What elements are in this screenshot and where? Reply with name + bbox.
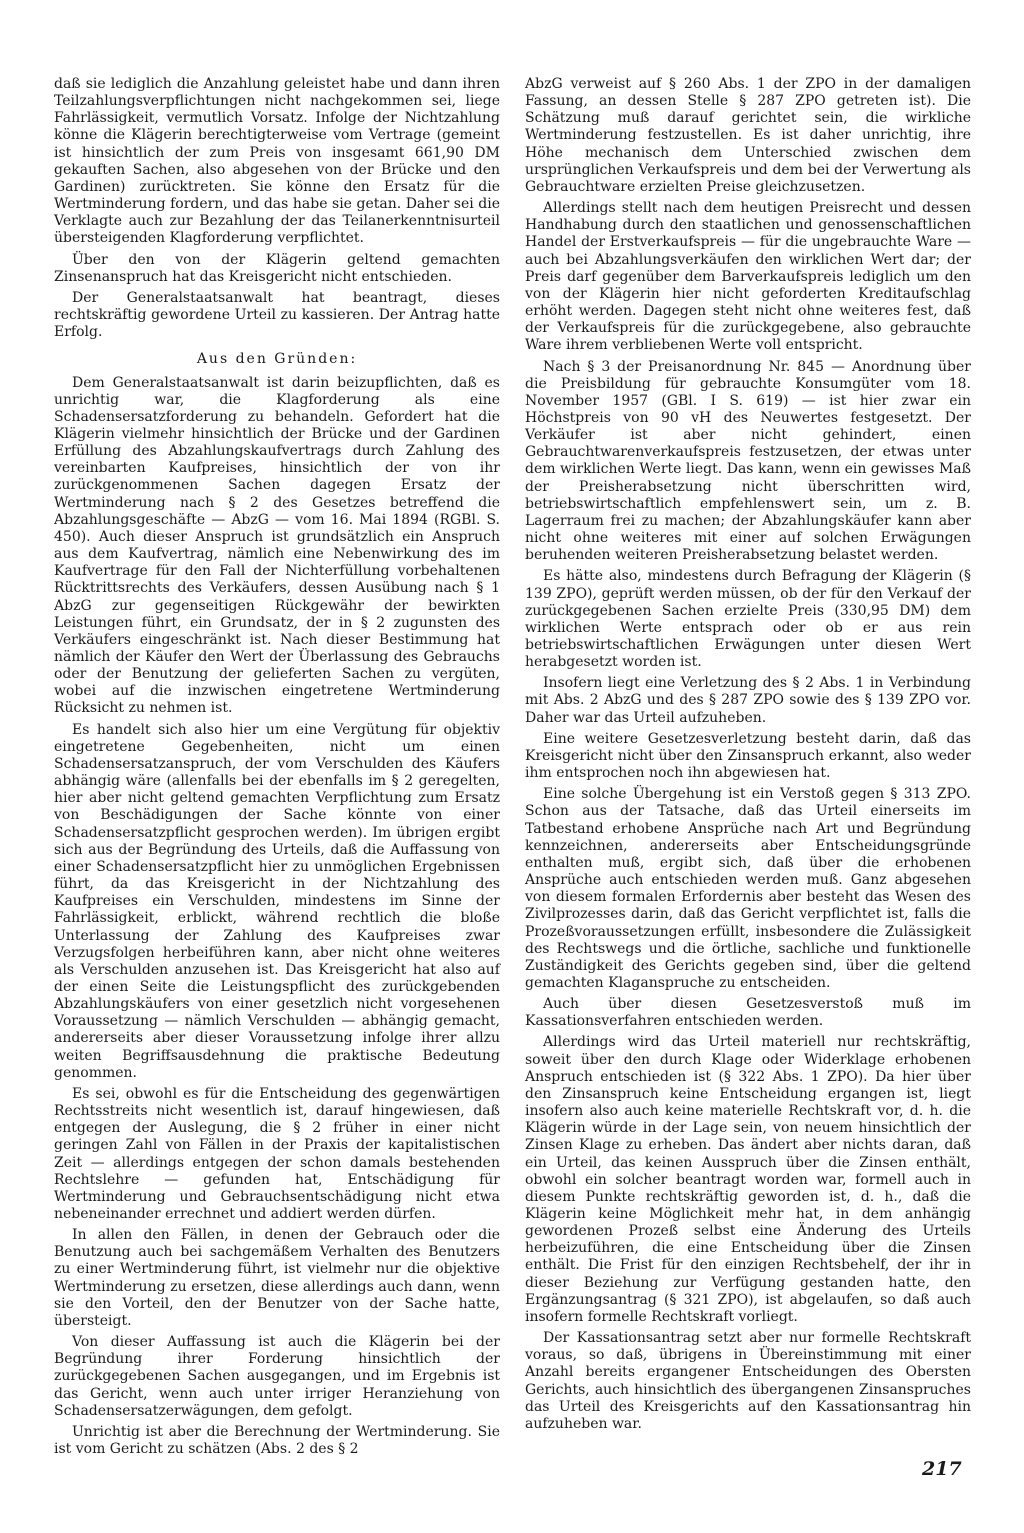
paragraph-continuation: AbzG verweist auf § 260 Abs. 1 der ZPO in der damaligen Fassung, an dessen Stelle § 287 ZPO getreten ist). Die Schätzung muß darauf gerichtet sein, die wirkliche Wertminderung festzustellen. Es ist daher unrichtig, ihre Höhe mechanisch dem Unterschied zwischen dem ursprünglichen Verkaufspreis und dem bei der Verwertung als Gebrauchtware erzielten Preise gleichzusetzen. [525,76,971,195]
paragraph: Der Generalstaatsanwalt hat beantragt, dieses rechtskräftig gewordene Urteil zu kassieren. Der Antrag hatte Erfolg. [54,289,500,341]
paragraph: Eine solche Übergehung ist ein Verstoß gegen § 313 ZPO. Schon aus der Tatsache, daß das Urteil einerseits im Tatbestand erhobene Ansprüche nach Art und Begründung kennzeichnen, andererseits aber Entscheidungsgründe enthalten muß, ergibt sich, daß über die erhobenen Ansprüche auch entschieden werden muß. Ganz abgesehen von diesem formalen Erfordernis aber besteht das Wesen des Zivilprozesses darin, daß das Gericht verpflichtet ist, falls die Prozeßvoraussetzungen erfüllt, insbesondere die Zulässigkeit des Rechtswegs und die örtliche, sachliche und funktionelle Zuständigkeit des Gerichts gegeben sind, über die geltend gemachten Klaganspruche zu entscheiden. [525,786,971,991]
paragraph: Insofern liegt eine Verletzung des § 2 Abs. 1 in Verbindung mit Abs. 2 AbzG und des § 287 ZPO sowie des § 139 ZPO vor. Daher war das Urteil aufzuheben. [525,675,971,726]
paragraph: In allen den Fällen, in denen der Gebrauch oder die Benutzung auch bei sachgemäßem Verhalten des Benutzers zu einer Wertminderung führt, ist vielmehr nur die objektive Wertminderung zu ersetzen, diese allerdings auch dann, wenn sie den Vorteil, den der Benutzer von der Sache hatte, übersteigt. [54,1227,500,1329]
paragraph: Allerdings stellt nach dem heutigen Preisrecht und dessen Handhabung durch den staatlichen und genossenschaftlichen Handel der Erstverkaufspreis — für die ungebrauchte Ware — auch bei Abzahlungsverkäufen den wirklichen Wert dar; der Preis darf gegenüber dem Barverkaufspreis lediglich um den von der Klägerin hier nicht geforderten Kreditaufschlag erhöht werden. Dagegen steht nicht ohne weiteres fest, daß der Verkaufspreis für die zurückgegebene, also gebrauchte Ware ihrem verbliebenen Werte voll entspricht. [525,200,971,354]
paragraph-continuation: daß sie lediglich die Anzahlung geleistet habe und dann ihren Teilzahlungsverpflichtungen nicht nachgekommen sei, liege Fahrlässigkeit, vermutlich Vorsatz. Infolge der Nichtzahlung könne die Klägerin berechtigterweise vom Vertrage (gemeint ist hinsichtlich der zum Preis von insgesamt 661,90 DM gekauften Sachen, also abgesehen von der Brücke und den Gardinen) zurücktreten. Sie könne den Ersatz für die Wertminderung fordern, und das habe sie getan. Daher sei die Verklagte auch zur Bezahlung der das Teilanerkenntnisurteil übersteigenden Klagforderung verpflichtet. [54,76,500,247]
paragraph: Nach § 3 der Preisanordnung Nr. 845 — Anordnung über die Preisbildung für gebrauchte Konsumgüter vom 18. November 1957 (GBl. I S. 619) — ist hier zwar ein Höchstpreis von 90 vH des Neuwertes festgesetzt. Der Verkäufer ist aber nicht gehindert, einen Gebrauchtwarenverkaufspreis festzusetzen, der etwas unter dem wirklichen Werte liegt. Das kann, wenn ein gewisses Maß der Preisherabsetzung nicht überschritten wird, betriebswirtschaftlich empfehlenswert sein, um z. B. Lagerraum frei zu machen; der Abzahlungskäufer kann aber nicht ohne weiteres mit einer auf solchen Erwägungen beruhenden weiteren Preisherabsetzung belastet werden. [525,358,971,564]
page-number: 217 [922,1458,962,1480]
paragraph: Auch über diesen Gesetzesverstoß muß im Kassationsverfahren entschieden werden. [525,996,971,1030]
paragraph: Eine weitere Gesetzesverletzung besteht darin, daß das Kreisgericht nicht über den Zinsanspruch erkannt, also weder ihm entsprochen noch ihn abgewiesen hat. [525,730,971,782]
paragraph: Es sei, obwohl es für die Entscheidung des gegenwärtigen Rechtsstreits nicht wesentlich ist, darauf hingewiesen, daß entgegen der Auslegung, die § 2 früher in einer nicht geringen Zahl von Fällen in der Praxis der kapitalistischen Zeit — allerdings entgegen der schon damals bestehenden Rechtslehre — gefunden hat, Entschädigung für Wertminderung und Gebrauchsentschädigung nicht etwa nebeneinander errechnet und addiert werden dürfen. [54,1085,500,1222]
paragraph: Es handelt sich also hier um eine Vergütung für objektiv eingetretene Gegebenheiten, nicht um einen Schadensersatzanspruch, der vom Verschulden des Käufers abhängig wäre (allenfalls bei der ebenfalls im § 2 geregelten, hier aber nicht geltend gemachten Verpflichtung zum Ersatz von Beschädigungen der Sache könnte von einer Schadensersatzpflicht gesprochen werden). Im übrigen ergibt sich aus der Begründung des Urteils, daß die Auffassung von einer Schadensersatzpflicht hier zu unmöglichen Ergebnissen führt, da das Kreisgericht in der Nichtzahlung des Kaufpreises ein Verschulden, mindestens im Sinne der Fahrlässigkeit, erblickt, während rechtlich die bloße Unterlassung der Zahlung des Kaufpreises zwar Verzugsfolgen herbeiführen kann, aber nicht ohne weiteres als Verschulden anzusehen ist. Das Kreisgericht hat also auf der einen Seite die Leistungspflicht des zurückgebenden Abzahlungskäufers von einer gesetzlich nicht vorgesehenen Voraussetzung — nämlich Verschulden — abhängig gemacht, andererseits aber dieser Voraussetzung infolge ihrer allzu weiten Begriffsausdehnung die praktische Bedeutung genommen. [54,721,500,1081]
paragraph: Über den von der Klägerin geltend gemachten Zinsenanspruch hat das Kreisgericht nicht entschieden. [54,251,500,285]
left-column [54,76,500,1462]
paragraph: Unrichtig ist aber die Berechnung der Wertminderung. Sie ist vom Gericht zu schätzen (Abs. 2 des § 2 [54,1423,500,1458]
paragraph: Von dieser Auffassung ist auch die Klägerin bei der Begründung ihrer Forderung hinsichtlich der zurückgegebenen Sachen ausgegangen, und im Ergebnis ist das Gericht, wenn auch unter irriger Heranziehung von Schadensersatzerwägungen, dem gefolgt. [54,1334,500,1419]
paragraph: Der Kassationsantrag setzt aber nur formelle Rechtskraft voraus, so daß, übrigens in Übereinstimmung mit einer Anzahl bereits ergangener Entscheidungen des Obersten Gerichts, auch hinsichtlich des übergangenen Zinsanspruches das Urteil des Kreisgerichts auf den Kassationsantrag hin aufzuheben war. [525,1330,971,1432]
section-heading: Aus den Gründen: [196,351,358,368]
paragraph: Es hätte also, mindestens durch Befragung der Klägerin (§ 139 ZPO), geprüft werden müssen, ob der für den Verkauf der zurückgegebenen Sachen erzielte Preis (330,95 DM) dem wirklichen Werte entsprach oder ob er aus rein betriebswirtschaftlichen Erwägungen unter diesen Wert herabgesetzt worden ist. [525,568,971,671]
right-column [525,76,971,1437]
paragraph: Allerdings wird das Urteil materiell nur rechtskräftig, soweit über den durch Klage oder Widerklage erhobenen Anspruch entschieden ist (§ 322 Abs. 1 ZPO). Da hier über den Zinsanspruch keine Entscheidung ergangen ist, liegt insofern also auch keine materielle Rechtskraft vor, d. h. die Klägerin würde in der Lage sein, von neuem hinsichtlich der Zinsen Klage zu erheben. Das ändert aber nichts daran, daß ein Urteil, das keinen Ausspruch über die Zinsen enthält, obwohl ein solcher beantragt worden war, formell auch in diesem Punkte rechtskräftig geworden ist, d. h., daß die Klägerin keine Möglichkeit mehr hat, in dem anhängig gewordenen Prozeß selbst eine Änderung des Urteils herbeizuführen, die eine Entscheidung über die Zinsen enthält. Die Frist für den einzigen Rechtsbehelf, der ihr in dieser Beziehung zur Verfügung gestanden hatte, den Ergänzungsantrag (§ 321 ZPO), ist abgelaufen, so daß auch insofern formelle Rechtskraft vorliegt. [525,1034,971,1325]
paragraph: Dem Generalstaatsanwalt ist darin beizupflichten, daß es unrichtig war, die Klagforderung als eine Schadensersatzforderung zu behandeln. Gefordert hat die Klägerin vielmehr hinsichtlich der Brücke und der Gardinen Erfüllung des Abzahlungskaufvertrags durch Zahlung des vereinbarten Kaufpreises, hinsichtlich der von ihr zurückgenommenen Sachen dagegen Ersatz der Wertminderung nach § 2 des Gesetzes betreffend die Abzahlungsgeschäfte — AbzG — vom 16. Mai 1894 (RGBl. S. 450). Auch dieser Anspruch ist grundsätzlich ein Anspruch aus dem Kaufvertrag, nämlich eine Nebenwirkung des im Kaufvertrage für den Fall der Nichterfüllung vorbehaltenen Rücktrittsrechts des Verkäufers, dessen Ausübung nach § 1 AbzG zur gegenseitigen Rückgewähr der bewirkten Leistungen führt, ein Grundsatz, der in § 2 zugunsten des Verkäufers eingeschränkt ist. Nach dieser Bestimmung hat nämlich der Käufer den Wert der Überlassung des Gebrauchs oder der Benutzung der gelieferten Sachen zu vergüten, wobei auf die inzwischen eingetretene Wertminderung Rücksicht zu nehmen ist. [54,374,500,717]
